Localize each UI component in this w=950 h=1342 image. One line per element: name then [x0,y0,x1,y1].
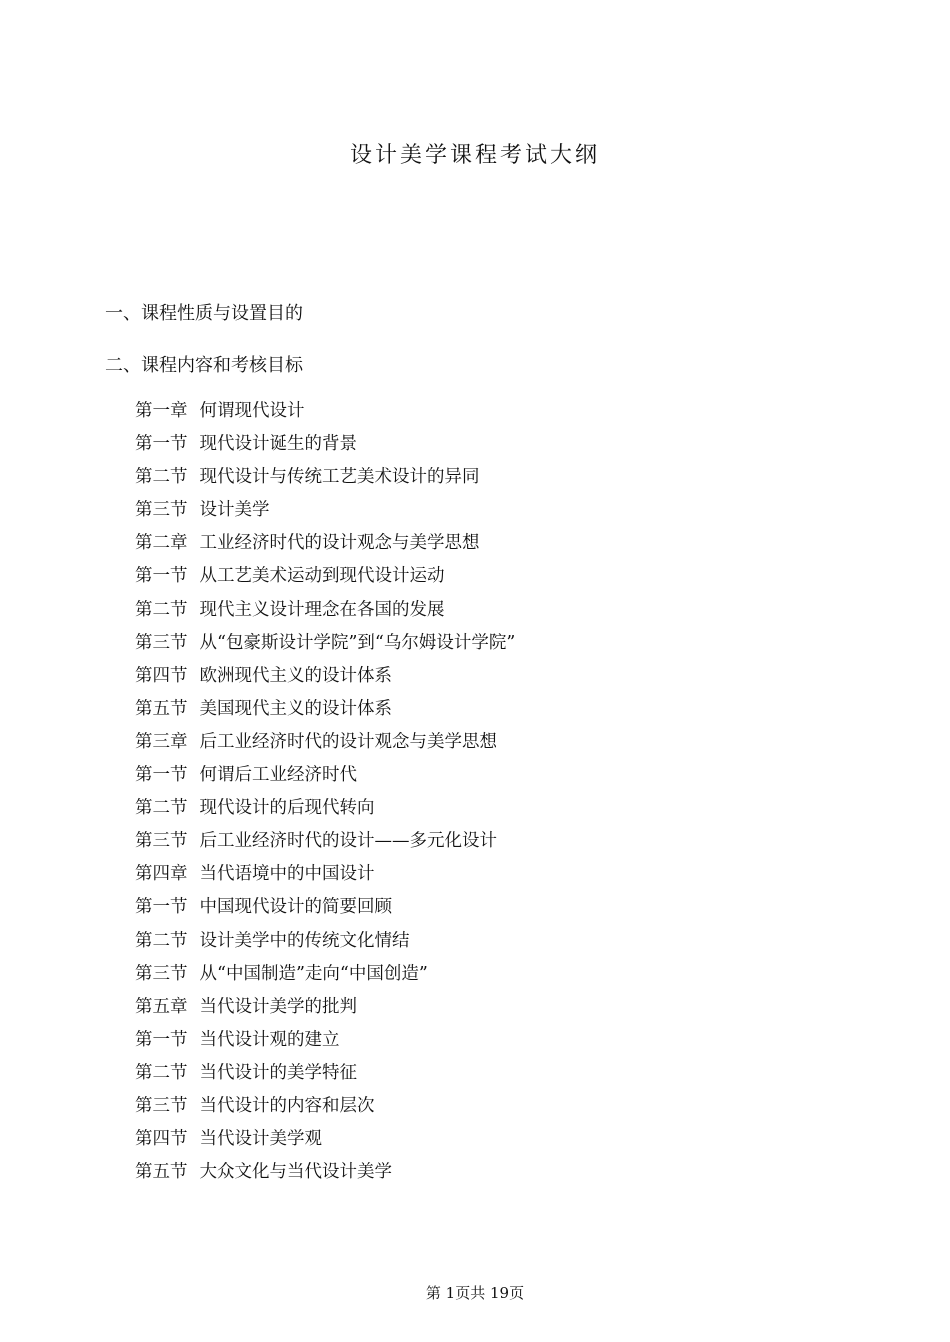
toc-item-title: 现代设计与传统工艺美术设计的异同 [199,467,480,488]
toc-item-label: 第二节 [135,930,188,951]
toc-item-label: 第三章 [135,731,188,752]
toc-item-label: 第二节 [135,599,188,620]
toc-item-title: 当代设计的内容和层次 [199,1095,375,1116]
toc-item-title: 何谓后工业经济时代 [199,765,357,786]
toc-item-label: 第一节 [135,566,188,587]
toc-item [135,463,515,496]
toc-item [135,1092,515,1125]
toc-item-title: 美国现代主义的设计体系 [199,698,392,719]
toc-item [135,728,515,761]
toc-item-label: 第四节 [135,665,188,686]
toc-item-title: 工业经济时代的设计观念与美学思想 [199,533,480,554]
toc-item [135,430,515,463]
toc-item [135,893,515,926]
toc-item-title: 当代语境中的中国设计 [199,864,375,885]
toc-item-label: 第一节 [135,434,188,455]
toc-item [135,596,515,629]
toc-item-label: 第三节 [135,500,188,521]
toc-item-label: 第一章 [135,401,188,421]
toc-item [135,761,515,794]
toc-item [135,993,515,1026]
toc-item-title: 设计美学 [199,500,270,521]
toc-item-label: 第四章 [135,864,188,885]
toc-item-title: 从“包豪斯设计学院”到“乌尔姆设计学院” [199,632,516,653]
toc-item [135,529,515,562]
toc-item-title: 当代设计观的建立 [199,1029,340,1050]
toc-item-title: 当代设计美学的批判 [199,996,357,1017]
toc-item [135,662,515,695]
toc-item-title: 当代设计的美学特征 [199,1062,357,1083]
toc-item [135,860,515,893]
toc-item-title: 现代设计诞生的背景 [199,434,357,455]
toc-item [135,927,515,960]
toc-item-label: 第一节 [135,1029,188,1050]
toc-item-title: 后工业经济时代的设计——多元化设计 [199,831,497,852]
toc-item [135,496,515,529]
toc-item-title: 何谓现代设计 [199,401,305,421]
toc-item [135,794,515,827]
toc-item [135,397,515,430]
toc-item-title: 从“中国制造”走向“中国创造” [199,963,428,984]
toc-item-label: 第五章 [135,996,188,1017]
toc-item-title: 欧洲现代主义的设计体系 [199,665,392,686]
toc-item-label: 第四节 [135,1129,188,1150]
toc-item-label: 第五节 [135,1162,188,1183]
toc-item-title: 大众文化与当代设计美学 [199,1162,392,1183]
document-title: 设计美学课程考试大纲 [349,143,600,168]
toc-item [135,1059,515,1092]
toc-item-label: 第五节 [135,698,188,719]
toc-item-label: 第三节 [135,963,188,984]
table-of-contents [135,397,515,1191]
toc-item [135,629,515,662]
toc-item-label: 第二章 [135,533,188,554]
toc-item-title: 现代主义设计理念在各国的发展 [199,599,445,620]
section-heading-course-content: 二、课程内容和考核目标 [105,355,303,376]
page-number-footer: 第 1页共 19页 [425,1284,525,1302]
toc-item-title: 中国现代设计的简要回顾 [199,897,392,918]
toc-item [135,1026,515,1059]
toc-item-title: 现代设计的后现代转向 [199,798,375,819]
toc-item-label: 第一节 [135,897,188,918]
toc-item [135,1125,515,1158]
toc-item-title: 后工业经济时代的设计观念与美学思想 [199,731,497,752]
toc-item-label: 第一节 [135,765,188,786]
toc-item-label: 第三节 [135,1095,188,1116]
toc-item [135,562,515,595]
toc-item-label: 第三节 [135,831,188,852]
toc-item-label: 第三节 [135,632,188,653]
toc-item [135,960,515,993]
toc-item-label: 第二节 [135,467,188,488]
toc-item [135,695,515,728]
toc-item-title: 从工艺美术运动到现代设计运动 [199,566,445,587]
toc-item-label: 第二节 [135,798,188,819]
toc-item [135,827,515,860]
toc-item-label: 第二节 [135,1062,188,1083]
toc-item-title: 设计美学中的传统文化情结 [199,930,410,951]
toc-item-title: 当代设计美学观 [199,1129,322,1150]
toc-item [135,1158,515,1191]
section-heading-course-nature: 一、课程性质与设置目的 [105,303,303,324]
